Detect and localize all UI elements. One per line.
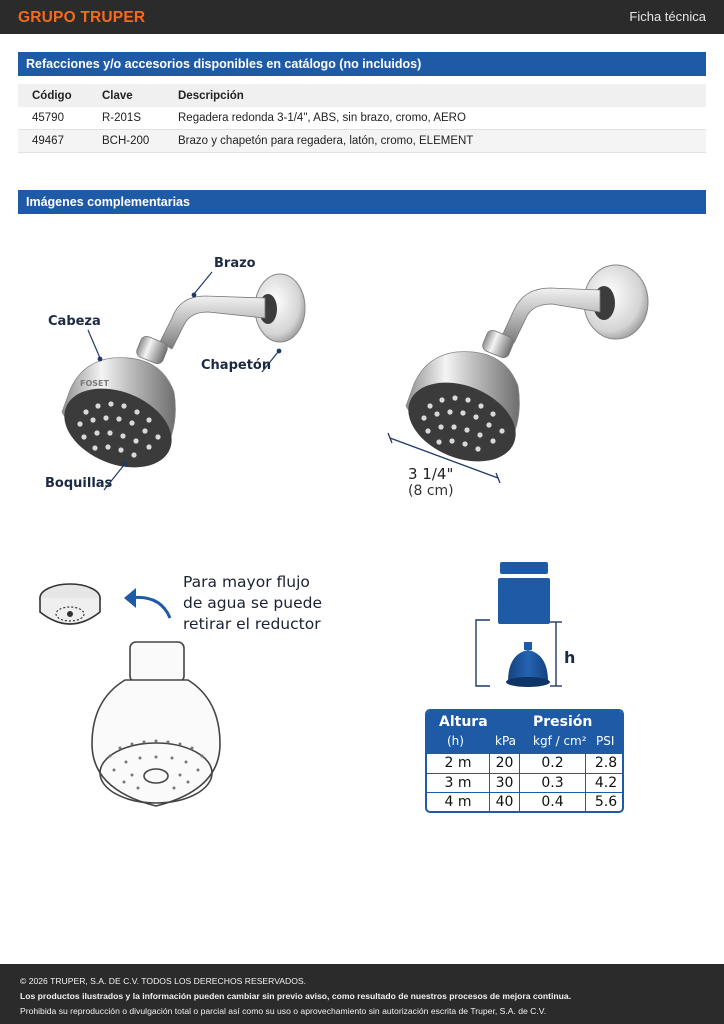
cell-codigo: 49467 — [32, 135, 64, 147]
header-presion: Presión — [533, 714, 593, 730]
reducer-illustration — [40, 584, 170, 624]
pressure-table — [425, 709, 624, 813]
column-header-codigo: Código — [32, 89, 72, 102]
cell-kgf: 0.3 — [519, 774, 585, 793]
footer — [0, 964, 724, 1024]
shower-head-dimension — [388, 265, 648, 483]
doc-type-label: Ficha técnica — [629, 9, 706, 24]
table-row — [427, 792, 624, 812]
cell-psi: 2.8 — [585, 754, 624, 773]
dimension-cm: (8 cm) — [408, 483, 454, 499]
note-line: Para mayor flujo — [183, 573, 310, 591]
subheader-kgf: kgf / cm² — [533, 734, 587, 748]
cell-kpa: 40 — [489, 793, 519, 812]
images-section-title: Imágenes complementarias — [18, 190, 706, 214]
column-header-clave: Clave — [102, 89, 133, 102]
cell-clave: R-201S — [102, 112, 141, 124]
height-diagram — [476, 562, 562, 687]
reducer-note — [183, 572, 383, 635]
header-altura: Altura — [439, 714, 488, 730]
brand-mark: FOSET — [80, 379, 109, 388]
outline-shower-head — [92, 642, 220, 806]
subheader-h: (h) — [447, 734, 464, 748]
pressure-table-header — [427, 711, 624, 753]
arm — [160, 296, 265, 349]
spares-section-title: Refacciones y/o accesorios disponibles en catálogo (no incluidos) — [18, 52, 706, 76]
dimension-inches: 3 1/4" — [408, 465, 454, 483]
dimension-label — [408, 465, 454, 499]
height-label: h — [564, 648, 576, 667]
note-line: de agua se puede — [183, 594, 323, 612]
cell-clave: BCH-200 — [102, 135, 150, 147]
cell-kpa: 30 — [489, 774, 519, 793]
column-header-descripcion: Descripción — [178, 89, 244, 102]
cell-psi: 4.2 — [585, 774, 624, 793]
brand-logo: GRUPO TRUPER — [18, 9, 146, 26]
cell-altura: 2 m — [444, 755, 472, 772]
footer-copyright: © 2026 TRUPER, S.A. DE C.V. TODOS LOS DERECHOS RESERVADOS. — [20, 976, 307, 986]
callout-boquillas: Boquillas — [45, 476, 113, 491]
cell-descripcion: Brazo y chapetón para regadera, latón, cromo, ELEMENT — [178, 135, 474, 147]
cell-kgf: 0.4 — [519, 793, 585, 812]
shower-head-labeled — [53, 272, 305, 490]
arm — [502, 288, 600, 343]
note-line: retirar el reductor — [183, 615, 321, 633]
pressure-table-body — [427, 753, 624, 812]
cell-altura: 4 m — [444, 794, 472, 811]
table-row — [427, 773, 624, 793]
subheader-psi: PSI — [596, 734, 615, 748]
cell-kgf: 0.2 — [519, 754, 585, 773]
callout-cabeza: Cabeza — [48, 314, 101, 329]
cell-kpa: 20 — [489, 754, 519, 773]
callout-chapeton: Chapetón — [201, 358, 272, 373]
cell-codigo: 45790 — [32, 112, 64, 124]
cell-descripcion: Regadera redonda 3-1/4", ABS, sin brazo, cromo, AERO — [178, 112, 466, 124]
cell-psi: 5.6 — [585, 793, 624, 812]
callout-brazo: Brazo — [214, 256, 256, 271]
subheader-kpa: kPa — [495, 734, 516, 748]
footer-notice: Los productos ilustrados y la información pueden cambiar sin previo aviso, como resultado de nuestros procesos de mejora continua. — [20, 991, 572, 1001]
table-row — [427, 753, 624, 773]
cell-altura: 3 m — [444, 774, 472, 791]
footer-prohibition: Prohibida su reproducción o divulgación total o parcial así como su uso o aprovechamiento sin autorización escrita de Truper, S.A. de C.V. — [20, 1006, 547, 1016]
